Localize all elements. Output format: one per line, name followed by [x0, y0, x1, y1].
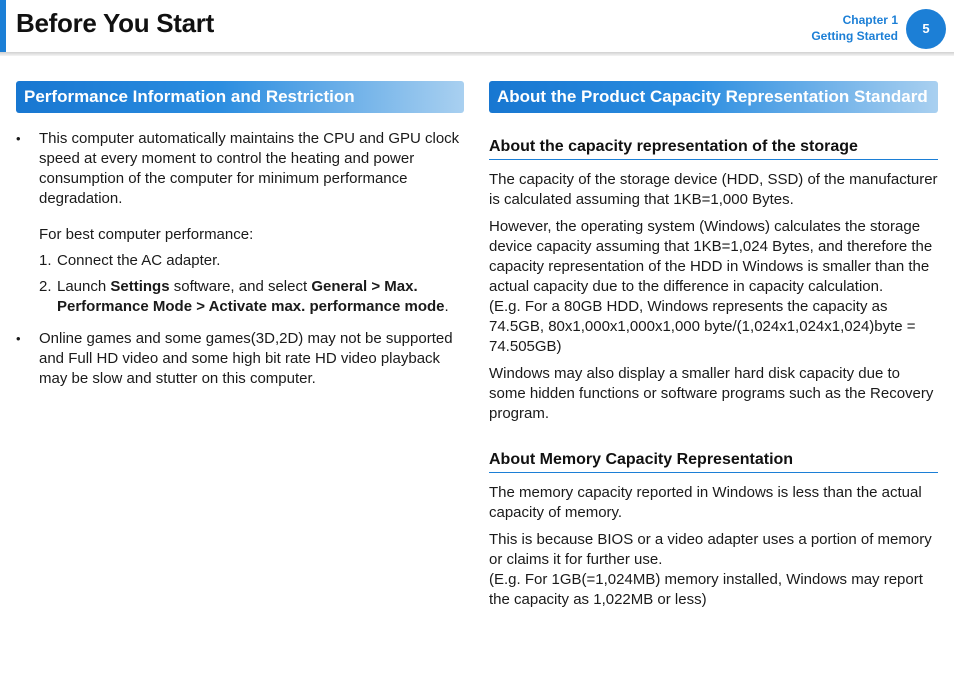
storage-example: (E.g. For a 80GB HDD, Windows represents the capacity as 74.5GB, 80x1,000x1,000x1,000 byte/(1,024x1,024x1,024)byte = 74.505GB): [489, 298, 916, 355]
step-text-part: Launch: [57, 278, 111, 295]
memory-paragraph-text: This is because BIOS or a video adapter uses a portion of memory or claims it for further use.: [489, 531, 932, 568]
steps-list: [39, 251, 464, 317]
step-number: 1.: [39, 252, 52, 269]
chapter-label: Chapter 1: [842, 13, 898, 27]
memory-example: (E.g. For 1GB(=1,024MB) memory installed, Windows may report the capacity as 1,022MB or less): [489, 571, 923, 608]
bullet-text: This computer automatically maintains the CPU and GPU clock speed at every moment to control the heating and power consumption of the computer for minimum performance degradation.: [39, 130, 460, 207]
header-divider: [0, 52, 954, 56]
chapter-title: Getting Started: [811, 29, 898, 43]
section-heading-performance: Performance Information and Restriction: [16, 81, 464, 113]
step-text: Connect the AC adapter.: [57, 252, 221, 269]
performance-bullet-list: [16, 129, 464, 389]
memory-paragraph: [489, 530, 938, 610]
section-heading-capacity: About the Product Capacity Representation Standard: [489, 81, 938, 113]
best-performance-intro: For best computer performance:: [39, 226, 254, 243]
menu-path: General > Max. Performance Mode > Activate max. performance mode: [57, 278, 445, 315]
settings-label: Settings: [110, 278, 170, 295]
page-number-badge: 5: [906, 9, 946, 49]
step-text-part: software, and select: [169, 278, 312, 295]
storage-paragraph: Windows may also display a smaller hard disk capacity due to some hidden functions or software programs such as the Recovery program.: [489, 365, 934, 422]
storage-paragraph: The capacity of the storage device (HDD, SSD) of the manufacturer is calculated assuming that 1KB=1,000 Bytes.: [489, 171, 938, 208]
bullet-item: [16, 329, 464, 389]
storage-paragraph: [489, 217, 938, 357]
memory-subheading: About Memory Capacity Representation: [489, 450, 938, 473]
step-item: [39, 277, 464, 317]
bullet-item: [16, 129, 464, 317]
memory-paragraph: The memory capacity reported in Windows is less than the actual capacity of memory.: [489, 484, 922, 521]
right-column: [489, 81, 938, 617]
page-title: Before You Start: [16, 8, 214, 38]
bullet-text: Online games and some games(3D,2D) may not be supported and Full HD video and some high bit rate HD video playback may be slow and stutter on this computer.: [39, 330, 453, 387]
step-number: 2.: [39, 278, 52, 295]
header-accent-bar: [0, 0, 6, 52]
step-item: [39, 251, 464, 271]
step-text-part: .: [444, 298, 449, 315]
left-column: [16, 81, 464, 401]
storage-paragraph-text: However, the operating system (Windows) calculates the storage device capacity assuming that 1KB=1,024 Bytes, and therefore the capacity representation of the HDD in Windows is smaller than the actual capacity due to the difference in capacity calculation.: [489, 218, 933, 295]
storage-subheading: About the capacity representation of the storage: [489, 137, 938, 160]
chapter-info: [811, 12, 898, 44]
